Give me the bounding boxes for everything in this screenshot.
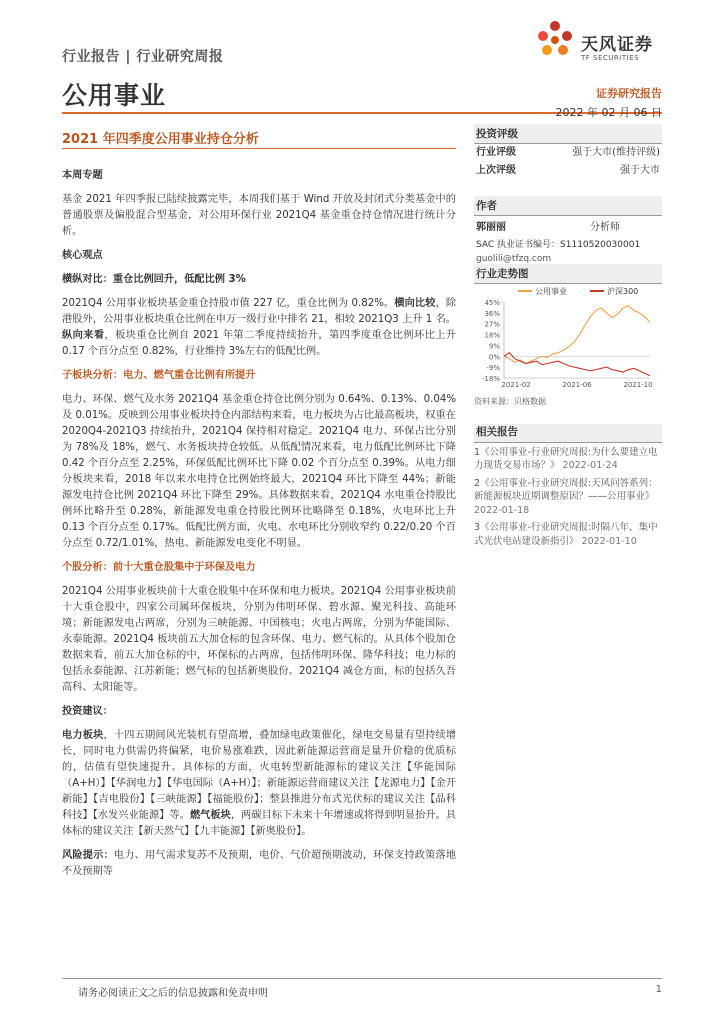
stock-heading: 个股分析：前十大重仓股集中于环保及电力	[62, 562, 256, 573]
related-report-item[interactable]: 3《公用事业-行业研究周报:时隔八年，集中式光伏电站建设新指引》 2022-01-10	[474, 522, 658, 547]
logo-cn-text: 天风证券	[581, 35, 653, 55]
y-tick-label: 0%	[488, 353, 500, 362]
legend-label: 公用事业	[535, 287, 567, 296]
risk-paragraph	[62, 848, 456, 880]
rating-heading: 投资评级	[474, 124, 662, 144]
report-title-divider	[62, 148, 456, 149]
legend-label: 沪深300	[607, 287, 639, 296]
core-text-3: ，板块重仓比例自 2021 年第二季度持续抬升，第四季度重仓比例环比上升 0.17 个百分点至 0.82%，行业维持 3%左右的低配比例。	[62, 330, 457, 357]
report-category-tags: 行业报告 | 行业研究周报	[62, 49, 224, 65]
weekly-topic-paragraph: 基金 2021 年四季报已陆续披露完毕，本周我们基于 Wind 开放及封闭式分类基金中的普通股票及偏股混合型基金，对公用环保行业 2021Q4 基金重仓持仓情况进行统计分析。	[62, 194, 456, 237]
core-text-1: 2021Q4 公用事业板块基金重仓持股市值 227 亿，重仓比例为 0.82%。	[62, 298, 395, 309]
logo-en-text: TF SECURITIES	[581, 54, 640, 62]
invest-power-text: ，十四五期间风光装机有望高增，叠加绿电政策催化，绿电交易量有望持续增长，同时电力供需仍将偏紧，电价易涨难跌，因此新能源运营商是量升价稳的优质标的，估值有望快速提升。具体标的方面，火电转型新能源标的建议关注【华能国际（A+H）】【华润电力】【华电国际（A+H）】；新能源运营商建议关注【龙源电力】【金开新能】【吉电股份】【三峡能源】【福能股份】；整县推进分布式光伏标的建议关注【晶科科技】【水发兴业能源】等。	[62, 730, 457, 821]
trend-heading: 行业走势图	[474, 264, 662, 284]
related-reports	[474, 424, 662, 552]
y-tick-label: 36%	[484, 309, 500, 318]
tf-securities-logo	[533, 18, 673, 68]
section-heading-core: 核心观点	[62, 250, 103, 261]
core-text-vertical: 纵向来看	[62, 330, 105, 341]
previous-rating-row	[474, 162, 662, 180]
related-report-item[interactable]: 2《公用事业-行业研究周报:天风问答系列：新能源板块近期调整原因？——公用事业》 2022-01-18	[474, 477, 658, 516]
author-name: 郭丽丽	[476, 222, 506, 233]
y-tick-label: -18%	[481, 375, 500, 383]
report-type: 证券研究报告	[596, 87, 662, 100]
chart-source: 资料来源：贝格数据	[474, 397, 546, 406]
risk-text: 电力、用气需求复苏不及预期，电价、气价超预期波动，环保支持政策落地不及预期等	[62, 850, 457, 877]
core-paragraph	[62, 296, 456, 360]
core-text-2: ，除港股外，公用事业板块重仓比例在申万一级行业中排名 21，相较 2021Q3 上升 1 名。	[62, 298, 457, 325]
subsector-paragraph: 电力、环保、燃气及水务 2021Q4 基金重仓持仓比例分别为 0.64%、0.13%、0.04%及 0.01%。反映到公用事业板块持仓内部结构来看，电力板块为占比最高板块，权重在 2020Q4-2021Q3 持续抬升，2021Q4 保持相对稳定。2021Q4 电力、环保占比分别为 78%及 18%，燃气、水务板块持仓较低。从低配情况来看，电力低配比例环比下降 0.42 个百分点至 2.25%，环保低配比例环比下降 0.02 个百分点至 0.39%。从电力细分板块来看，2018 年以来水电持仓比例始终最大，2021Q4 环比下降至 44%；新能源发电持仓比例 2021Q4 环比下降至 29%。具体数据来看，2021Q4 水电重仓持股比例环比略升至 0.28%，新能源发电重仓持股比例环比略降至 0.18%，火电环比上升 0.13 个百分点至 0.17%。低配比例方面，火电、水电环比分别收窄约 0.22/0.20 个百分点至 0.72/1.01%，热电、新能源发电变化不明显。	[62, 394, 456, 549]
stock-paragraph: 2021Q4 公用事业板块前十大重仓股集中在环保和电力板块。2021Q4 公用事业板块前十大重仓股中，四家公司属环保板块，分别为伟明环保、碧水源、聚光科技、高能环境；新能源发电占两席，分别为三峡能源、中国核电；火电占两席，分别为华能国际、永泰能源。2021Q4 板块前五大加仓标的包含环保、电力、燃气标的。从具体个股加仓数据来看，前五大加仓标的中，环保标的占两席，包括伟明环保、隆华科技；电力标的包括永泰能源、江苏新能；燃气标的包括新奥股份。2021Q4 减仓方面，标的包括久吾高科、太阳能等。	[62, 586, 456, 693]
main-content	[62, 168, 456, 888]
trend-chart-svg	[474, 284, 662, 390]
sac-number: SAC 执业证书编号：S1110520030001	[476, 240, 641, 250]
footer-divider	[62, 978, 662, 979]
previous-rating-value: 强于大市	[620, 165, 660, 176]
y-tick-label: -9%	[486, 364, 500, 373]
author-heading: 作者	[474, 196, 662, 216]
previous-rating-label: 上次评级	[476, 165, 516, 176]
author-email[interactable]: guolili@tfzq.com	[476, 254, 552, 264]
y-tick-label: 9%	[488, 342, 500, 351]
sidebar	[474, 124, 662, 266]
x-tick-label: 2021-06	[562, 381, 592, 389]
invest-power-label: 电力板块	[62, 730, 104, 741]
section-heading-weekly-topic: 本周专题	[62, 170, 103, 181]
related-report-item[interactable]: 1《公用事业-行业研究周报:为什么要建立电力现货交易市场？》 2022-01-24	[474, 446, 658, 471]
series-line	[504, 306, 650, 364]
report-title: 2021 年四季度公用事业持仓分析	[62, 132, 259, 147]
industry-trend-chart	[474, 264, 662, 414]
industry-rating-row	[474, 144, 662, 162]
y-tick-label: 27%	[484, 320, 500, 329]
y-tick-label: 45%	[484, 299, 500, 307]
x-tick-label: 2021-02	[501, 381, 531, 389]
page-number: 1	[655, 984, 662, 995]
author-row	[474, 216, 662, 235]
related-heading: 相关报告	[474, 424, 662, 443]
y-tick-label: 18%	[484, 331, 500, 340]
core-text-horizontal: 横向比较	[394, 298, 436, 309]
risk-label: 风险提示：	[62, 850, 114, 861]
footer-disclaimer: 请务必阅读正文之后的信息披露和免责申明	[78, 988, 268, 999]
author-title: 分析师	[590, 222, 620, 233]
industry-rating-label: 行业评级	[476, 147, 516, 158]
invest-heading: 投资建议：	[62, 706, 113, 717]
invest-paragraph	[62, 728, 456, 840]
industry-title: 公用事业	[62, 81, 167, 110]
invest-gas-label: 燃气板块	[189, 810, 231, 821]
industry-rating-value: 强于大市(维持评级)	[572, 147, 660, 158]
subsector-heading: 子板块分析：电力、燃气重仓比例有所提升	[62, 370, 256, 381]
report-date: 2022 年 02 月 06 日	[555, 106, 662, 119]
invest-gas-text: ，两碳目标下未来十年增速或将得到明显抬升。具体标的建议关注【新天然气】【九丰能源】【新奥股份】。	[62, 810, 456, 837]
logo-mark-icon	[533, 18, 577, 62]
x-tick-label: 2021-10	[623, 381, 653, 389]
core-subheading: 横纵对比：重仓比例回升，低配比例 3%	[62, 274, 246, 285]
